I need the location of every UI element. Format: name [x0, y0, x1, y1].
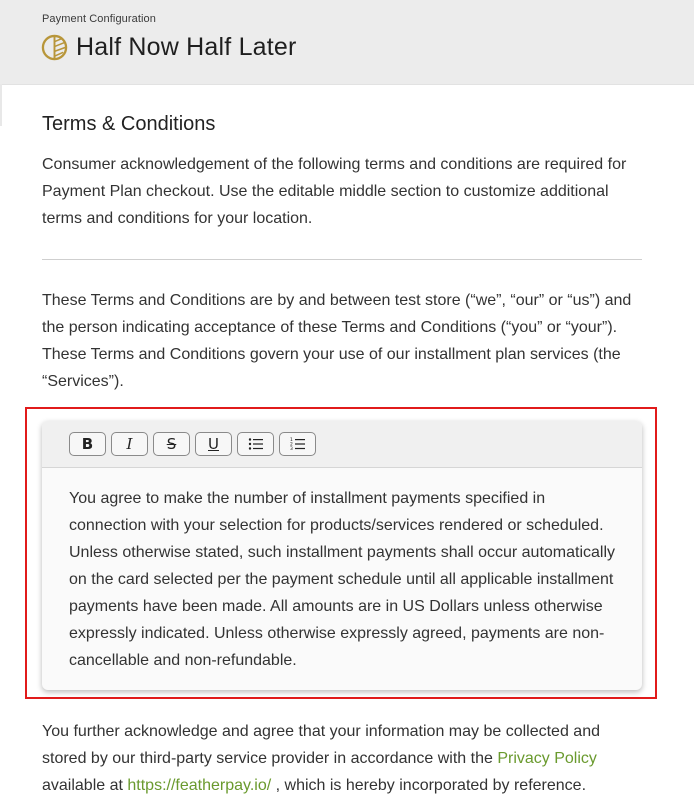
svg-text:2: 2	[289, 442, 293, 448]
featherpay-url-link[interactable]: https://featherpay.io/	[127, 777, 272, 794]
privacy-policy-link[interactable]: Privacy Policy	[497, 750, 597, 767]
header-subtitle: Payment Configuration	[42, 13, 156, 25]
terms-editor[interactable]	[42, 421, 642, 690]
page-header	[0, 0, 694, 85]
bold-button[interactable]: B	[69, 432, 106, 456]
editor-toolbar	[42, 421, 642, 468]
leaf-logo-icon	[41, 34, 68, 61]
bullet-list-button[interactable]	[237, 432, 274, 456]
numbered-list-icon	[290, 437, 306, 451]
strikethrough-button[interactable]: S	[153, 432, 190, 456]
terms-paragraph-1: These Terms and Conditions are by and between test store (“we”, “our” or “us”) and the person indicating acceptance of these Terms and Conditions (“you” or “your”). These Terms and Conditions govern your use of our installment plan services (the “Services”).	[42, 292, 632, 390]
page-title: Half Now Half Later	[76, 32, 297, 61]
terms-paragraph-3-part3: , which is hereby incorporated by reference.	[271, 777, 587, 794]
intro-text: Consumer acknowledgement of the following terms and conditions are required for Payment Plan checkout. Use the editable middle section to customize additional terms and conditions for your location.	[42, 156, 627, 227]
editor-content[interactable]: You agree to make the number of installment payments specified in connection with your selection for products/services rendered or scheduled. Unless otherwise stated, such installment payments shall occur automatically on the card selected per the payment schedule until all applicable installment payments have been made. All amounts are in US Dollars unless otherwise expressly indicated. Unless otherwise expressly agreed, payments are non-cancellable and non-refundable.	[69, 490, 616, 669]
header-title-row	[41, 32, 297, 62]
terms-paragraph-3	[42, 718, 642, 799]
numbered-list-button[interactable]	[279, 432, 316, 456]
italic-button[interactable]: I	[111, 432, 148, 456]
bullet-list-icon	[248, 437, 264, 451]
gutter-divider	[0, 84, 2, 126]
terms-paragraph-3-part2: available at	[42, 777, 128, 794]
underline-button[interactable]: U	[195, 432, 232, 456]
svg-text:3: 3	[289, 447, 293, 451]
svg-text:1: 1	[289, 438, 293, 443]
section-title: Terms & Conditions	[42, 113, 216, 135]
terms-paragraph-3-part1: You further acknowledge and agree that your information may be collected and stored by our third-party service provider in accordance with the	[42, 723, 600, 767]
section-divider	[42, 259, 642, 260]
